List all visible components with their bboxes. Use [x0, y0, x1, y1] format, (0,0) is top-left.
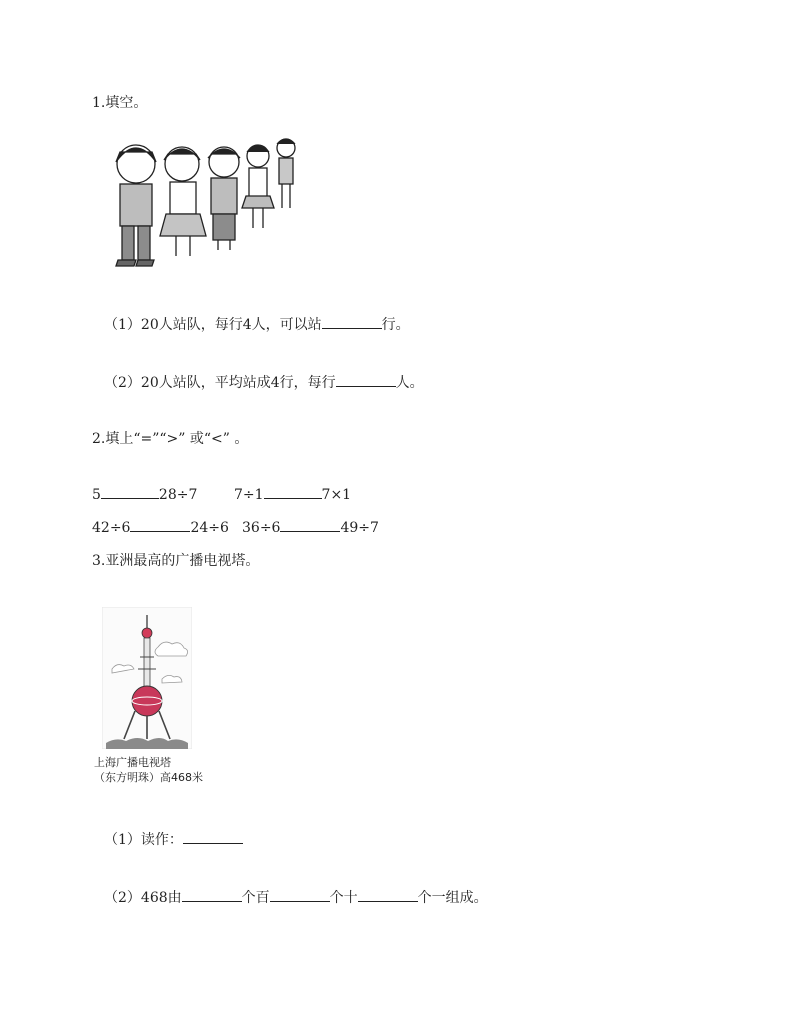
child-4 [242, 145, 274, 228]
answer-blank-per-row[interactable] [336, 372, 396, 387]
compare-item-3: 42÷6 24÷6 [92, 517, 229, 537]
q1-sub1: （1）20人站队，每行4人，可以站 行。 [104, 314, 410, 334]
answer-blank-ones[interactable] [358, 887, 418, 902]
q1-title: 1.填空。 [92, 95, 148, 111]
q1-sub2: （2）20人站队，平均站成4行，每行 人。 [104, 372, 424, 392]
compare-blank-2[interactable] [264, 484, 322, 499]
oriental-pearl-tower-illustration [102, 607, 192, 749]
answer-blank-rows[interactable] [322, 314, 382, 329]
child-2 [160, 147, 206, 256]
compare-blank-1[interactable] [101, 484, 159, 499]
q3-sub2: （2）468由 个百 个十 个一组成。 [104, 887, 488, 907]
answer-blank-tens[interactable] [270, 887, 330, 902]
answer-blank-read-as[interactable] [183, 829, 243, 844]
compare-item-2: 7÷1 7×1 [234, 484, 351, 504]
compare-blank-4[interactable] [280, 517, 340, 532]
compare-item-1: 5 28÷7 [92, 484, 197, 504]
compare-item-4: 36÷6 49÷7 [242, 517, 379, 537]
child-5 [277, 139, 295, 208]
compare-blank-3[interactable] [130, 517, 190, 532]
q3-title: 3.亚洲最高的广播电视塔。 [92, 553, 260, 569]
child-1 [116, 145, 156, 266]
tower-caption-line1: 上海广播电视塔 [94, 756, 171, 769]
tower-caption-line2: （东方明珠）高468米 [94, 771, 203, 784]
children-lineup-illustration [108, 132, 304, 276]
child-3 [208, 147, 240, 250]
answer-blank-hundreds[interactable] [182, 887, 242, 902]
q3-sub1: （1）读作： [104, 829, 243, 849]
q2-title: 2.填上“=”“>” 或“<” 。 [92, 431, 249, 447]
